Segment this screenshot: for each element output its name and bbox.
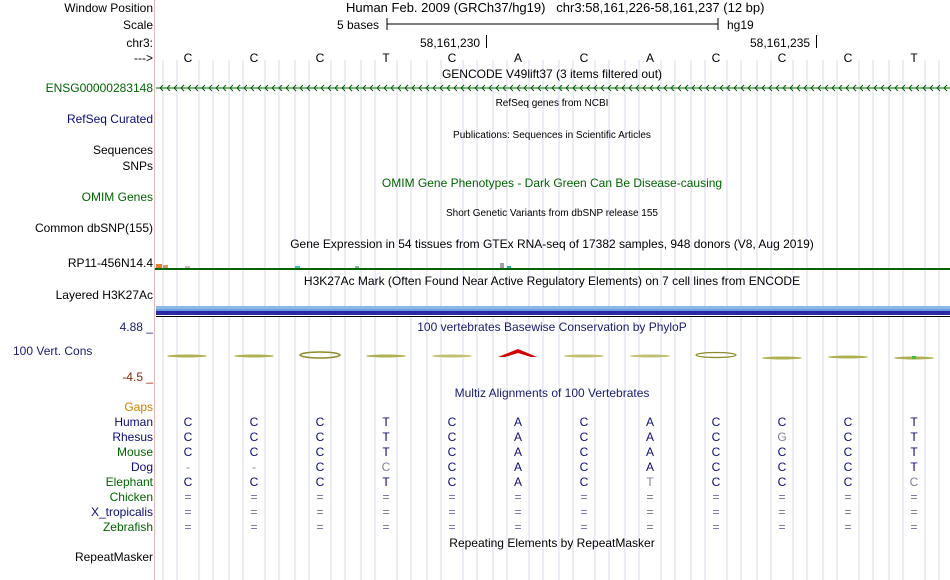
alignment-base: = <box>844 490 852 504</box>
alignment-base: = <box>316 520 324 534</box>
alignment-base: C <box>579 460 589 474</box>
alignment-base: = <box>910 490 918 504</box>
alignment-base: = <box>184 490 192 504</box>
scale-label: Scale <box>122 18 153 32</box>
ensg-label[interactable]: ENSG00000283148 <box>45 81 153 95</box>
gencode-title[interactable]: GENCODE V49lift37 (3 items filtered out) <box>441 67 663 81</box>
alignment-base: C <box>315 445 325 459</box>
alignment-base: A <box>513 475 522 489</box>
alignment-base: T <box>910 460 918 474</box>
alignment-base: = <box>250 490 258 504</box>
alignment-base: = <box>382 490 390 504</box>
alignment-base: C <box>843 430 853 444</box>
alignment-base: C <box>447 460 457 474</box>
alignment-base: = <box>316 505 324 519</box>
alignment-base: A <box>513 460 522 474</box>
alignment-base: C <box>249 445 259 459</box>
phylop-title[interactable]: 100 vertebrates Basewise Conservation by PhyloP <box>417 320 687 334</box>
alignment-base: C <box>579 415 589 429</box>
alignment-base: C <box>315 415 325 429</box>
alignment-base: C <box>447 430 457 444</box>
reference-base: C <box>249 51 259 65</box>
position-tick-2-mark <box>816 35 817 48</box>
alignment-base: C <box>843 415 853 429</box>
omim-title[interactable]: OMIM Gene Phenotypes - Dark Green Can Be Disease-causing <box>381 176 723 190</box>
alignment-base: C <box>843 475 853 489</box>
alignment-base: C <box>711 415 721 429</box>
alignment-base: C <box>183 475 193 489</box>
reference-base: T <box>382 51 390 65</box>
alignment-base: = <box>448 490 456 504</box>
alignment-base: = <box>514 490 522 504</box>
reference-base: C <box>315 51 325 65</box>
alignment-base: T <box>382 430 390 444</box>
alignment-base: C <box>579 475 589 489</box>
alignment-base: = <box>316 490 324 504</box>
gtex-expression-bars[interactable] <box>155 260 950 270</box>
alignment-base: = <box>382 520 390 534</box>
scale-bar <box>386 17 720 31</box>
alignment-base: C <box>711 475 721 489</box>
alignment-base: = <box>844 505 852 519</box>
species-label[interactable]: Elephant <box>105 475 153 489</box>
alignment-base: = <box>448 505 456 519</box>
gtex-label[interactable]: RP11-456N14.4 <box>67 256 153 270</box>
alignment-base: C <box>315 475 325 489</box>
h3k27ac-title[interactable]: H3K27Ac Mark (Often Found Near Active Regulatory Elements) on 7 cell lines from ENCODE <box>303 274 801 288</box>
multiz-title[interactable]: Multiz Alignments of 100 Vertebrates <box>454 386 650 400</box>
alignment-base: C <box>183 445 193 459</box>
alignment-base: G <box>777 430 787 444</box>
strand-label: ---> <box>134 51 153 65</box>
ensg-gene-feature[interactable] <box>156 81 950 95</box>
alignment-base: T <box>910 445 918 459</box>
alignment-base: C <box>447 415 457 429</box>
alignment-base: C <box>447 475 457 489</box>
scale-text: 5 bases <box>337 18 380 32</box>
cons-min-label: -4.5 _ <box>122 370 153 384</box>
chr-label: chr3: <box>126 36 153 50</box>
species-label[interactable]: Zebrafish <box>102 520 153 534</box>
alignment-base: = <box>646 490 654 504</box>
alignment-base: C <box>315 460 325 474</box>
repeat-label[interactable]: RepeatMasker <box>74 550 153 564</box>
reference-base: C <box>579 51 589 65</box>
position-tick-2: 58,161,235 <box>750 36 811 50</box>
snps-label[interactable]: SNPs <box>122 159 153 173</box>
alignment-base: C <box>381 460 391 474</box>
alignment-base: T <box>382 445 390 459</box>
alignment-base: C <box>315 430 325 444</box>
alignment-base: T <box>910 415 918 429</box>
alignment-base: T <box>646 475 654 489</box>
gtex-title[interactable]: Gene Expression in 54 tissues from GTEx RNA-seq of 17382 samples, 948 donors (V8, Aug 2019) <box>290 237 814 251</box>
alignment-base: = <box>580 505 588 519</box>
alignment-base: C <box>249 475 259 489</box>
dbsnp-label[interactable]: Common dbSNP(155) <box>34 221 153 235</box>
alignment-base: A <box>513 430 522 444</box>
alignment-base: C <box>447 445 457 459</box>
repeat-title[interactable]: Repeating Elements by RepeatMasker <box>449 536 655 550</box>
reference-base: C <box>843 51 853 65</box>
left-border <box>154 0 155 580</box>
alignment-base: = <box>448 520 456 534</box>
species-label[interactable]: Mouse <box>116 445 153 459</box>
alignment-base: C <box>711 445 721 459</box>
alignment-base: = <box>580 490 588 504</box>
alignment-base: = <box>844 520 852 534</box>
alignment-base: C <box>777 460 787 474</box>
alignment-base: C <box>843 445 853 459</box>
alignment-base: C <box>777 415 787 429</box>
alignment-base: = <box>712 520 720 534</box>
species-label[interactable]: X_tropicalis <box>90 505 153 519</box>
alignment-base: C <box>249 415 259 429</box>
species-label[interactable]: Rhesus <box>112 430 153 444</box>
reference-base: C <box>777 51 787 65</box>
alignment-base: A <box>645 460 654 474</box>
alignment-base: - <box>252 460 256 474</box>
refseq-label[interactable]: RefSeq Curated <box>66 112 153 126</box>
alignment-base: = <box>184 520 192 534</box>
cons-max-label: 4.88 _ <box>119 320 153 334</box>
reference-base: C <box>711 51 721 65</box>
species-label[interactable]: Chicken <box>109 490 153 504</box>
alignment-base: - <box>186 460 190 474</box>
dbsnp-title[interactable]: Short Genetic Variants from dbSNP release 155 <box>446 208 658 219</box>
alignment-base: A <box>645 445 654 459</box>
position-tick-1: 58,161,230 <box>420 36 481 50</box>
alignment-base: = <box>778 505 786 519</box>
h3k27ac-signal[interactable] <box>156 306 950 317</box>
reference-base: C <box>447 51 457 65</box>
assembly-title: Human Feb. 2009 (GRCh37/hg19) chr3:58,161,226-58,161,237 (12 bp) <box>346 0 765 15</box>
alignment-base: A <box>513 445 522 459</box>
alignment-base: C <box>777 445 787 459</box>
reference-base: A <box>645 51 654 65</box>
alignment-base: C <box>183 430 193 444</box>
alignment-base: C <box>711 460 721 474</box>
alignment-base: T <box>382 415 390 429</box>
alignment-base: A <box>513 415 522 429</box>
phylop-signal[interactable] <box>155 345 950 361</box>
sequences-label[interactable]: Sequences <box>92 143 153 157</box>
omim-label[interactable]: OMIM Genes <box>81 190 153 204</box>
cons-label[interactable]: 100 Vert. Cons <box>13 344 93 358</box>
window-position-label: Window Position <box>64 1 153 15</box>
alignment-base: = <box>580 520 588 534</box>
alignment-base: C <box>711 430 721 444</box>
alignment-base: = <box>514 505 522 519</box>
h3k27ac-label[interactable]: Layered H3K27Ac <box>55 288 153 302</box>
alignment-base: T <box>382 475 390 489</box>
alignment-base: = <box>910 520 918 534</box>
alignment-base: C <box>579 430 589 444</box>
alignment-base: C <box>843 460 853 474</box>
gaps-label[interactable]: Gaps <box>124 400 153 414</box>
scale-db: hg19 <box>727 18 754 32</box>
reference-base: A <box>513 51 522 65</box>
species-label[interactable]: Human <box>114 415 153 429</box>
refseq-title[interactable]: RefSeq genes from NCBI <box>495 98 609 109</box>
alignment-base: T <box>910 430 918 444</box>
alignment-base: = <box>382 505 390 519</box>
alignment-base: = <box>646 520 654 534</box>
alignment-base: = <box>250 505 258 519</box>
position-tick-1-mark <box>486 35 487 48</box>
alignment-base: = <box>184 505 192 519</box>
alignment-base: = <box>712 505 720 519</box>
alignment-base: = <box>712 490 720 504</box>
alignment-base: C <box>183 415 193 429</box>
alignment-base: = <box>250 520 258 534</box>
alignment-base: C <box>249 430 259 444</box>
alignment-base: A <box>645 430 654 444</box>
reference-base: T <box>910 51 918 65</box>
reference-base: C <box>183 51 193 65</box>
species-label[interactable]: Dog <box>130 460 153 474</box>
alignment-base: = <box>778 490 786 504</box>
alignment-base: C <box>579 445 589 459</box>
alignment-base: C <box>909 475 919 489</box>
publications-title[interactable]: Publications: Sequences in Scientific Articles <box>453 130 651 141</box>
alignment-base: = <box>646 505 654 519</box>
alignment-base: C <box>777 475 787 489</box>
alignment-base: = <box>910 505 918 519</box>
alignment-base: = <box>514 520 522 534</box>
alignment-base: A <box>645 415 654 429</box>
alignment-base: = <box>778 520 786 534</box>
